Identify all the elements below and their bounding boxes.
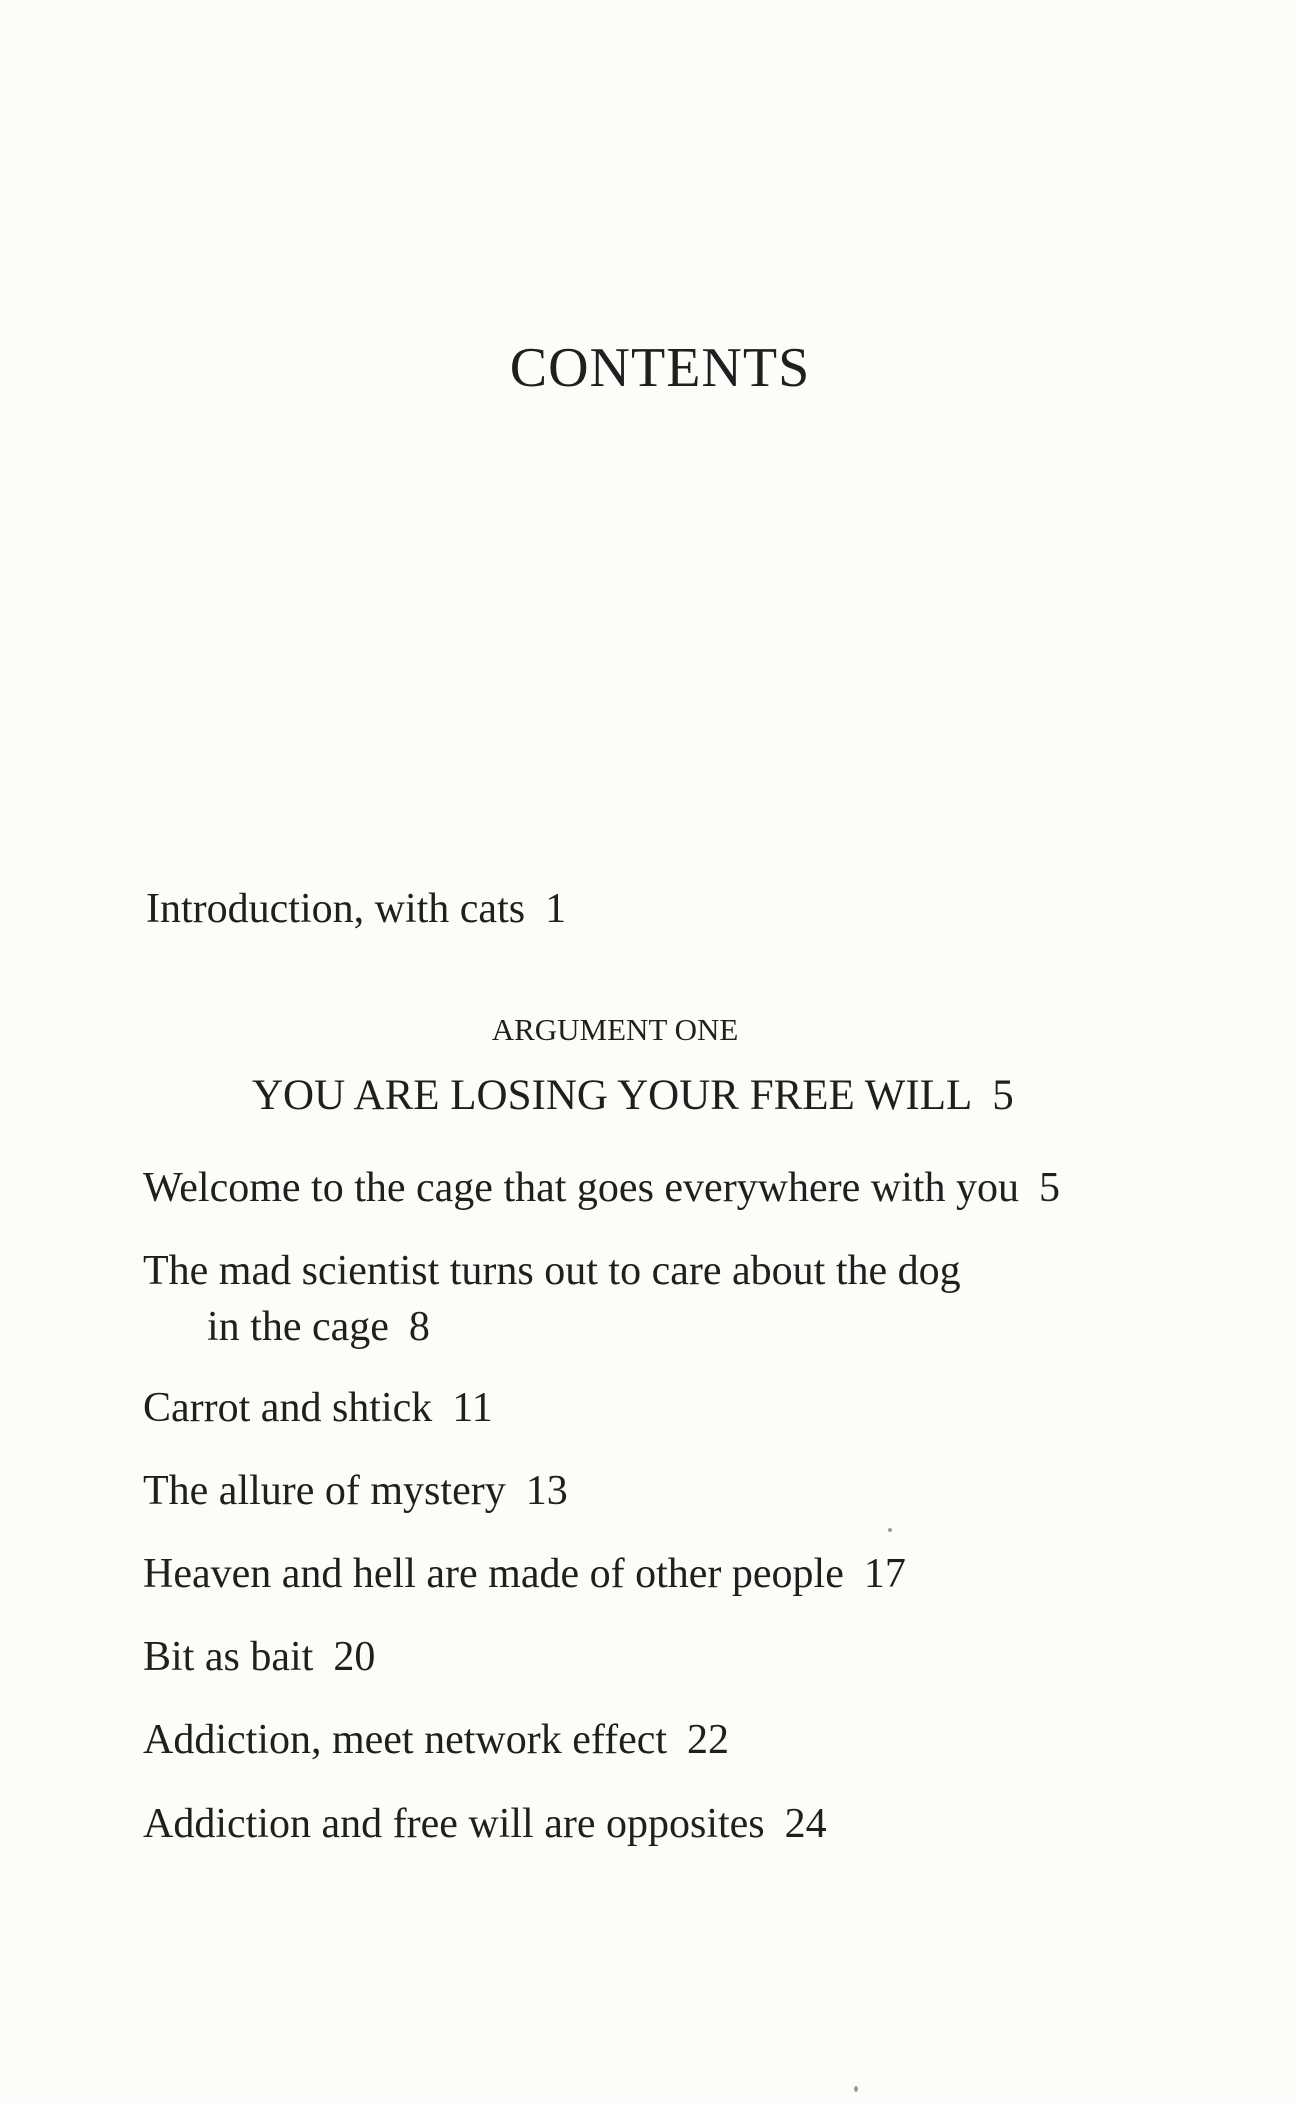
entry-title: The mad scientist turns out to care about the dog [143, 1248, 961, 1294]
toc-entry [143, 1160, 1060, 1216]
toc-entry [143, 1629, 375, 1685]
entry-page-number: 1 [545, 886, 567, 932]
toc-entry [143, 1546, 906, 1602]
entry-page-number: 22 [687, 1717, 730, 1763]
entry-title: Addiction and free will are opposites [143, 1801, 765, 1847]
argument-title-line [252, 1070, 1014, 1122]
entry-page-number: 11 [452, 1385, 493, 1431]
paper-speck [854, 2086, 858, 2092]
entry-title-continuation [143, 1299, 961, 1355]
entry-title: Welcome to the cage that goes everywhere with you [143, 1165, 1019, 1211]
paper-speck [888, 1528, 892, 1532]
entry-page-number: 13 [525, 1468, 568, 1514]
contents-heading: CONTENTS [509, 337, 811, 399]
argument-title: YOU ARE LOSING YOUR FREE WILL [252, 1072, 973, 1119]
toc-entry-introduction [146, 884, 566, 934]
entry-title: Carrot and shtick [143, 1385, 433, 1431]
toc-entry [143, 1243, 961, 1355]
argument-label: ARGUMENT ONE [491, 1012, 739, 1047]
entry-title: Heaven and hell are made of other people [143, 1551, 844, 1597]
entry-page-number: 5 [1038, 1165, 1060, 1211]
toc-entry [143, 1463, 568, 1519]
entry-page-number: 20 [333, 1634, 376, 1680]
toc-entry [143, 1796, 827, 1852]
argument-page-number: 5 [992, 1072, 1014, 1119]
entry-title: Introduction, with cats [146, 886, 526, 932]
entry-title: Bit as bait [143, 1634, 314, 1680]
entry-page-number: 8 [408, 1304, 430, 1350]
entry-title: The allure of mystery [143, 1468, 506, 1514]
entry-page-number: 24 [784, 1801, 827, 1847]
toc-entry [143, 1380, 493, 1436]
toc-entry [143, 1712, 729, 1768]
entry-title: Addiction, meet network effect [143, 1717, 668, 1763]
entry-title-cont-text: in the cage [207, 1304, 389, 1350]
entry-page-number: 17 [863, 1551, 906, 1597]
